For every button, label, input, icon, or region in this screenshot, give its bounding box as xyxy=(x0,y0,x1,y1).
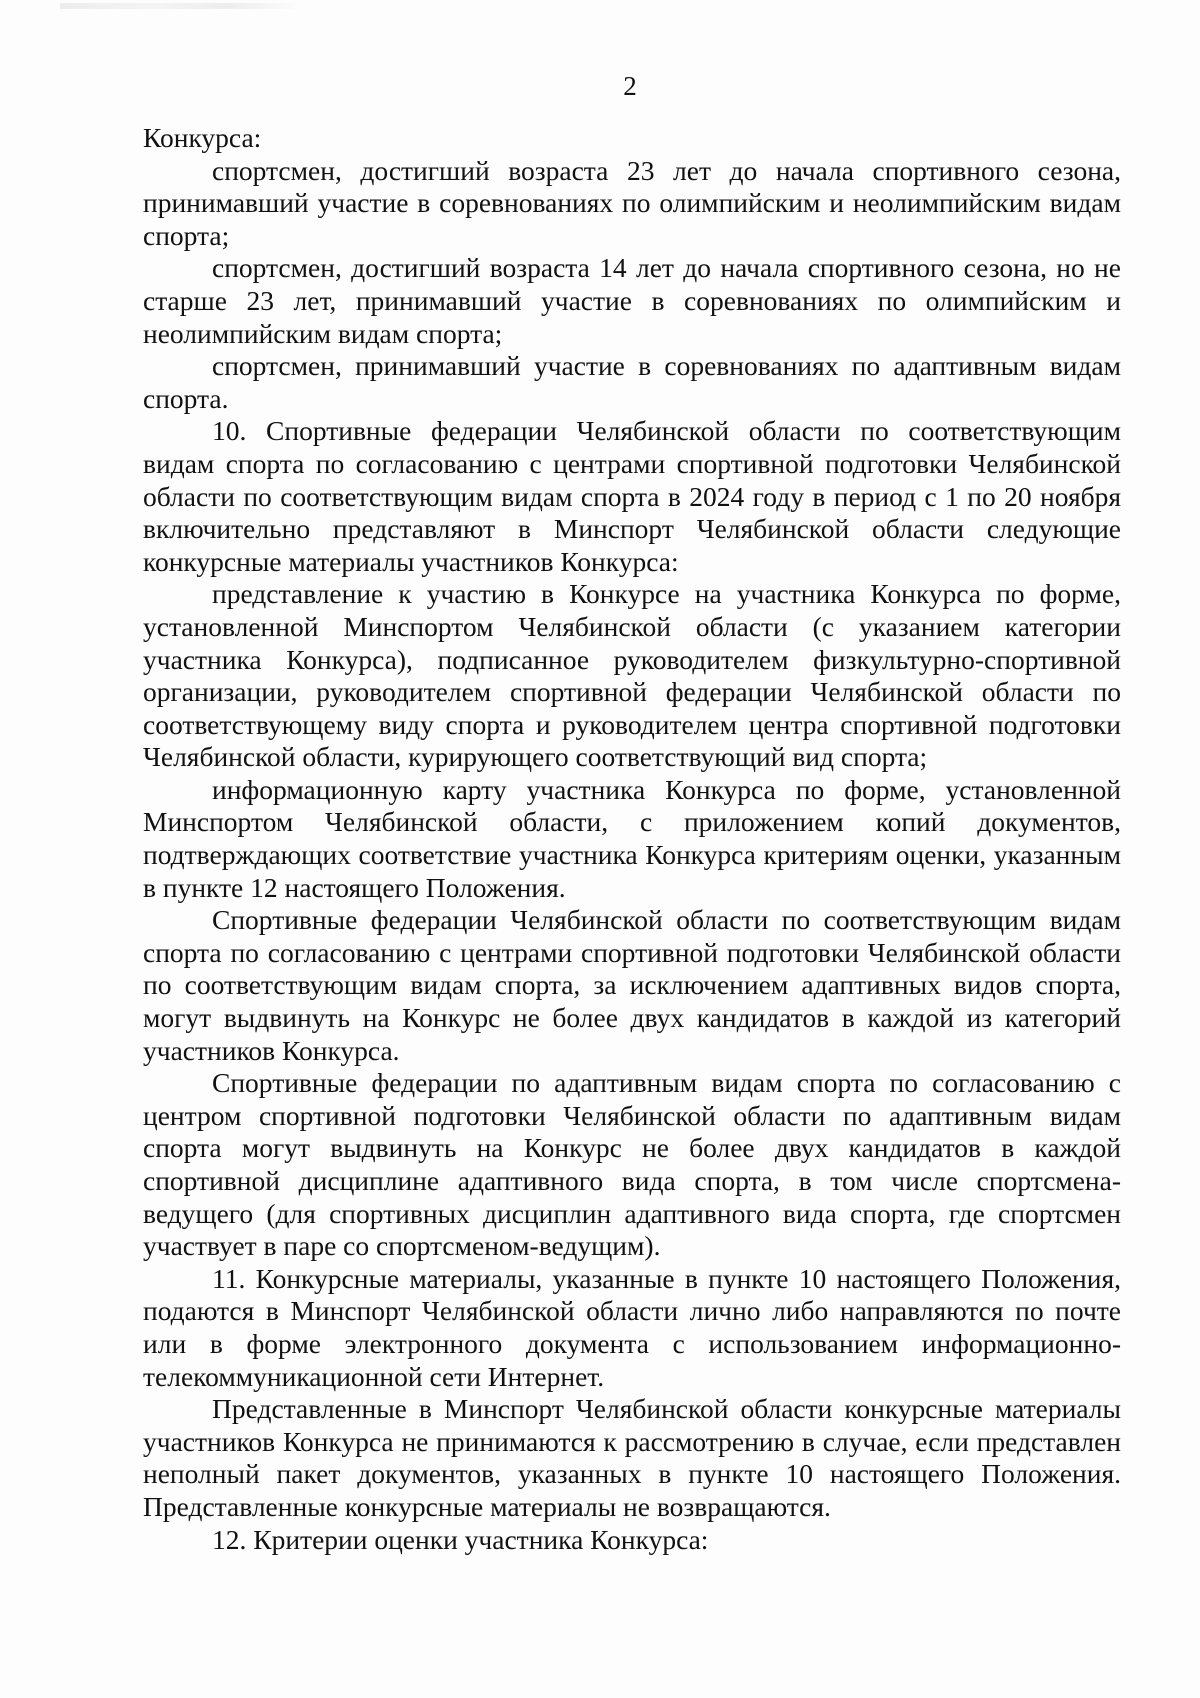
paragraph-item-12: 12. Критерии оценки участника Конкурса: xyxy=(212,1523,709,1555)
document-body xyxy=(143,122,1121,1556)
paragraph-info-card: информационную карту участника Конкурса по форме, установленной Минспортом Челябинской области, с приложением копий документов, подтверждающих соответствие участника Конкурса критериям оценки, указанным в пункте 12 настоящего Положения. xyxy=(143,773,1121,903)
page-number: 2 xyxy=(623,71,637,101)
paragraph-item-11: 11. Конкурсные материалы, указанные в пункте 10 настоящего Положения, подаются в Минспорт Челябинской области лично либо направляются по почте или в форме электронного документа с использованием информационно-телекоммуникационной сети Интернет. xyxy=(143,1262,1121,1392)
paragraph-federation-candidates: Спортивные федерации Челябинской области по соответствующим видам спорта по согласованию с центрами спортивной подготовки Челябинской области по соответствующим видам спорта, за исключением адаптивных видов спорта, могут выдвинуть на Конкурс не более двух кандидатов в каждой из категорий участников Конкурса. xyxy=(143,904,1121,1066)
paragraph-category-adaptive: спортсмен, принимавший участие в соревнованиях по адаптивным видам спорта. xyxy=(143,350,1121,414)
paragraph-continuation: Конкурса: xyxy=(143,122,262,153)
paragraph-category-youth: спортсмен, достигший возраста 14 лет до начала спортивного сезона, но не старше 23 лет, принимавший участие в соревнованиях по олимпийским и неолимпийским видам спорта; xyxy=(143,252,1121,349)
paragraph-submission-form: представление к участию в Конкурсе на участника Конкурса по форме, установленной Минспортом Челябинской области (с указанием категории участника Конкурса), подписанное руководителем физкультурно-спортивной организации, руководителем спортивной федерации Челябинской области по соответствующему виду спорта и руководителем центра спортивной подготовки Челябинской области, курирующего соответствующий вид спорта; xyxy=(143,578,1121,773)
paragraph-item-10: 10. Спортивные федерации Челябинской области по соответствующим видам спорта по согласованию с центрами спортивной подготовки Челябинской области по соответствующим видам спорта в 2024 году в период с 1 по 20 ноября включительно представляют в Минспорт Челябинской области следующие конкурсные материалы участников Конкурса: xyxy=(143,415,1121,577)
paragraph-adaptive-candidates: Спортивные федерации по адаптивным видам спорта по согласованию с центром спортивной подготовки Челябинской области по адаптивным видам спорта могут выдвинуть на Конкурс не более двух кандидатов в каждой спортивной дисциплине адаптивного вида спорта, в том числе спортсмена-ведущего (для спортивных дисциплин адаптивного вида спорта, где спортсмен участвует в паре со спортсменом-ведущим). xyxy=(143,1067,1121,1262)
scan-artifact xyxy=(60,3,300,9)
paragraph-category-adult: спортсмен, достигший возраста 23 лет до начала спортивного сезона, принимавший участие в соревнованиях по олимпийским и неолимпийским видам спорта; xyxy=(143,154,1121,251)
paragraph-rejection: Представленные в Минспорт Челябинской области конкурсные материалы участников Конкурса не принимаются к рассмотрению в случае, если представлен неполный пакет документов, указанных в пункте 10 настоящего Положения. Представленные конкурсные материалы не возвращаются. xyxy=(143,1393,1121,1522)
